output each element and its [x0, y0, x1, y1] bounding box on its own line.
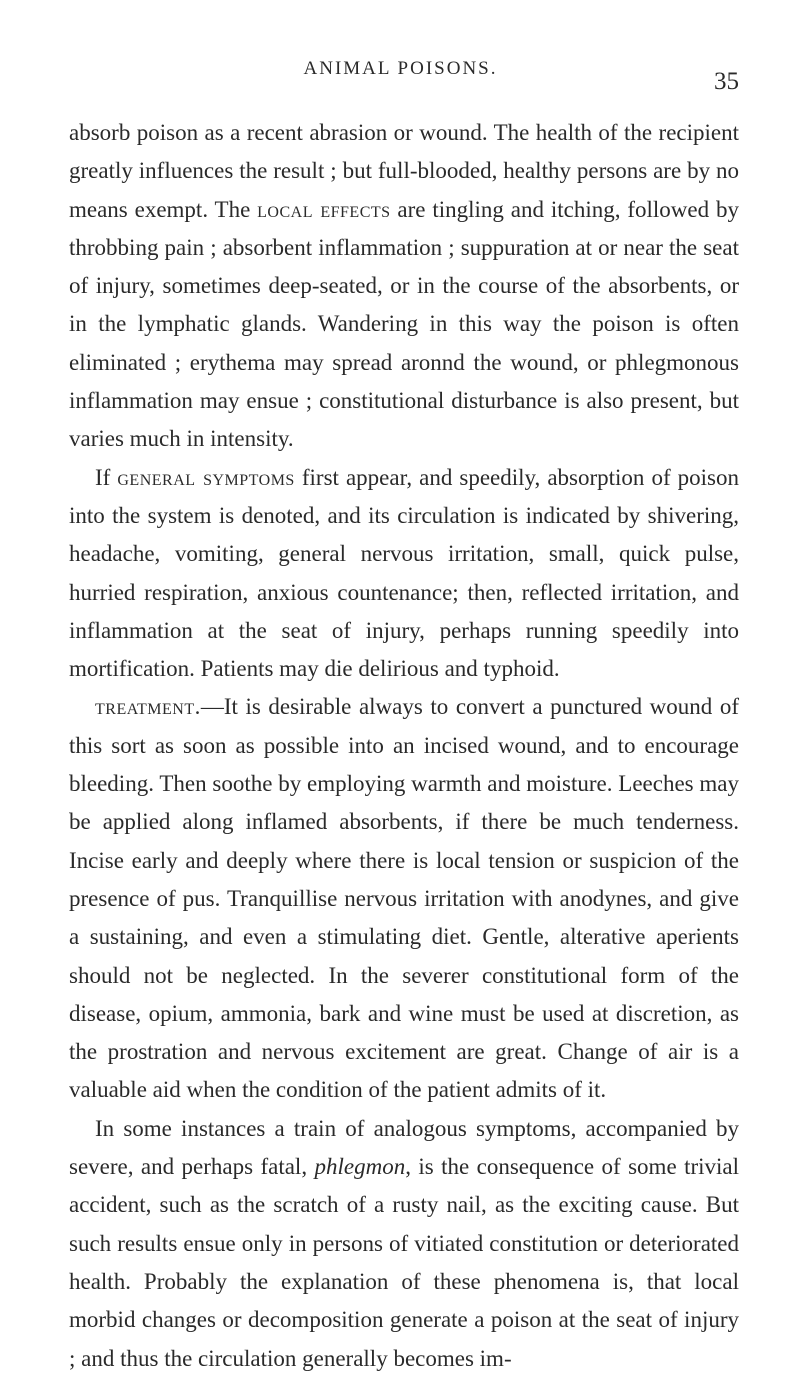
paragraph-text: are tingling and itching, followed by throbbing pain ; absorbent inflammation ; suppuration at or near the seat of injury, sometimes deep-seated, or in the course of the absorbents, or in the lymphatic glands. Wandering in this way the poison is often eliminated ; erythema may spread aronnd the wound, or phlegmonous inflammation may ensue ; constitutional disturbance is also present, but varies much in intensity. [69, 196, 739, 452]
paragraph-text: If [95, 464, 118, 490]
paragraph-text: In some instances a train of analogous symptoms, accompanied by severe, and perhaps fatal, [69, 1115, 739, 1180]
paragraph-text: —It is desirable always to convert a punctured wound of this sort as soon as possible into an incised wound, and to encourage bleeding. Then soothe by employing warmth and moisture. Leeches may be applied along inflamed absorbents, if there be much tenderness. Incise early and deeply where there is local tension or suspicion of the presence of pus. Tranquillise nervous irritation with anodynes, and give a sustaining, and even a stimulating diet. Gentle, alterative aperients should not be neglected. In the severer constitutional form of the disease, opium, ammonia, bark and wine must be used at discretion, as the prostration and nervous excitement are great. Change of air is a valuable aid when the condition of the patient admits of it. [69, 694, 739, 1103]
body-text [69, 114, 739, 1378]
phlegmon-term: phlegmon [314, 1154, 406, 1180]
local-effects-heading: local effects [257, 196, 391, 222]
paragraph-treatment [69, 688, 739, 1109]
general-symptoms-heading: general symptoms [117, 464, 295, 490]
paragraph-text: absorb poison as a recent abrasion or wound. The health of the recipient greatly influences the result ; but full-blooded, healthy persons are by no means exempt. The [69, 120, 739, 222]
paragraph-analogous-symptoms [69, 1110, 739, 1378]
treatment-heading: treatment. [95, 694, 201, 720]
running-title: ANIMAL POISONS. [303, 58, 498, 79]
page-number: 35 [714, 68, 739, 95]
paragraph-text: , is the consequence of some trivial accident, such as the scratch of a rusty nail, as the exciting cause. But such results ensue only in persons of vitiated constitution or deteriorated health. Probably the explanation of these phenomena is, that local morbid changes or decomposition generate a poison at the seat of injury ; and thus the circulation generally becomes im- [69, 1154, 739, 1371]
paragraph-general-symptoms [69, 459, 739, 689]
page-header [0, 52, 801, 95]
paragraph-local-effects [69, 114, 739, 459]
paragraph-text: first appear, and speedily, absorption of poison into the system is denoted, and its circulation is indicated by shivering, headache, vomiting, general nervous irritation, small, quick pulse, hurried respiration, anxious countenance; then, reflected irritation, and inflammation at the seat of injury, perhaps running speedily into mortification. Patients may die delirious and typhoid. [69, 464, 740, 682]
